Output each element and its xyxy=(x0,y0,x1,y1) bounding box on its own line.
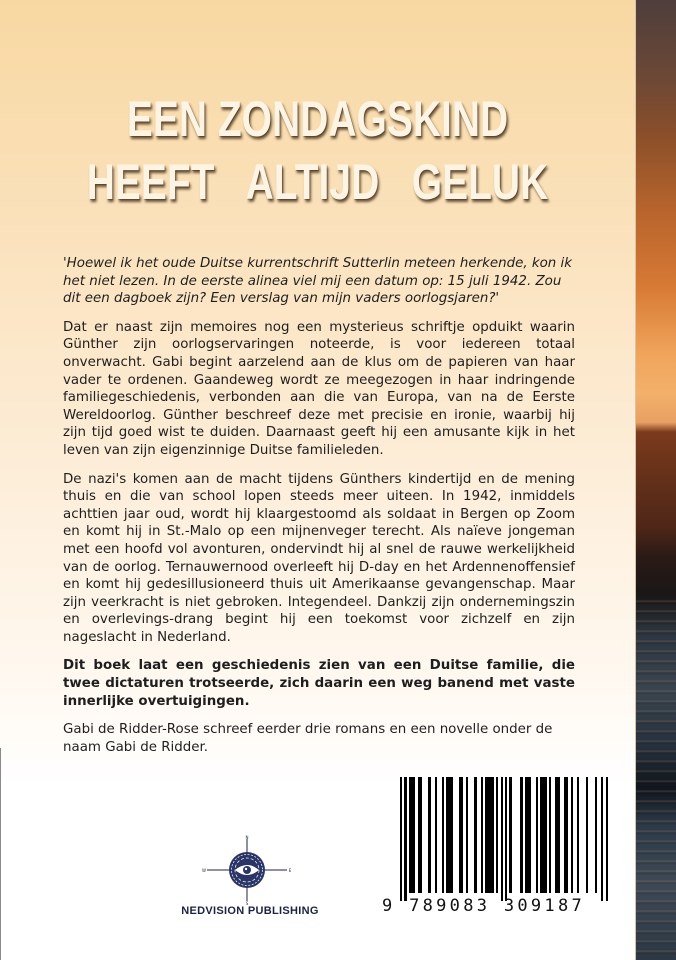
blurb-paragraph-1: Dat er naast zijn memoires nog een mysterieus schriftje opduikt waarin Günther zijn oorlogservaringen noteerde, is voor iedereen totaal onverwacht. Gabi begint aarzelend aan de klus om de papieren van haar vader te ordenen. Gaandeweg wordt ze meegezogen in haar indringende familiegeschiedenis, verbonden aan die van Europa, van na de Eerste Wereldoorlog. Günther beschreef deze met precisie en ironie, waarbij hij zijn tijd goed wist te duiden. Daarnaast geeft hij een amusante kijk in het leven van zijn eigenzinnige Duitse familieleden. xyxy=(63,319,575,458)
title-line-2: HEEFT ALTIJD GELUK xyxy=(86,154,549,210)
book-title xyxy=(70,88,565,214)
title-line-1: EEN ZONDAGSKIND xyxy=(126,91,509,147)
isbn-barcode xyxy=(400,777,608,901)
compass-eye-icon xyxy=(192,835,302,905)
barcode-bar xyxy=(606,777,608,901)
barcode-bar xyxy=(485,777,494,893)
isbn-number: 9 789083 309187 xyxy=(382,896,586,916)
svg-text:N: N xyxy=(245,835,249,840)
blurb-summary-bold: Dit boek laat een geschiedenis zien van een Duitse familie, die twee dictaturen trotseerde, zich daarin een weg banend met vaste innerlijke overtuigingen. xyxy=(63,658,575,709)
spine-photo-sunset-sea xyxy=(635,0,676,960)
sea-water-texture xyxy=(636,595,676,960)
blurb-quote: 'Hoewel ik het oude Duitse kurrentschrift Sutterlin meteen herkende, kon ik het niet lezen. In de eerste alinea viel mij een datum op: 15 juli 1942. Zou dit een dagboek zijn? Een verslag van mijn vaders oorlogsjaren?' xyxy=(63,256,573,307)
svg-text:W: W xyxy=(202,868,206,873)
blurb xyxy=(63,255,575,767)
svg-text:S: S xyxy=(245,901,249,905)
author-note: Gabi de Ridder-Rose schreef eerder drie romans en een novelle onder de naam Gabi de Ridder. xyxy=(63,722,553,755)
blurb-paragraph-2: De nazi's komen aan de macht tijdens Günthers kindertijd en de mening thuis en die van school lopen steeds meer uiteen. In 1942, inmiddels achttien jaar oud, wordt hij klaargestoomd als soldaat in Bergen op Zoom en komt hij in St.-Malo op een mijnenveger terecht. Als naïeve jongeman met een hoofd vol avonturen, ondervindt hij al snel de rauwe werkelijkheid van de oorlog. Ternauwernood overleeft hij D-day en het Ardennenoffensief en komt hij gedesillusioneerd thuis uit Amerikaanse gevangenschap. Maar zijn veerkracht is niet gebroken. Integendeel. Dankzij zijn ondernemingszin en overlevings-drang begint hij een toekomst voor zichzelf en zijn nageslacht in Nederland. xyxy=(63,471,575,645)
page-edge-line xyxy=(0,748,1,960)
svg-text:E: E xyxy=(288,868,292,873)
publisher-name: NEDVISION PUBLISHING xyxy=(181,905,319,917)
barcode-gap xyxy=(512,777,521,901)
